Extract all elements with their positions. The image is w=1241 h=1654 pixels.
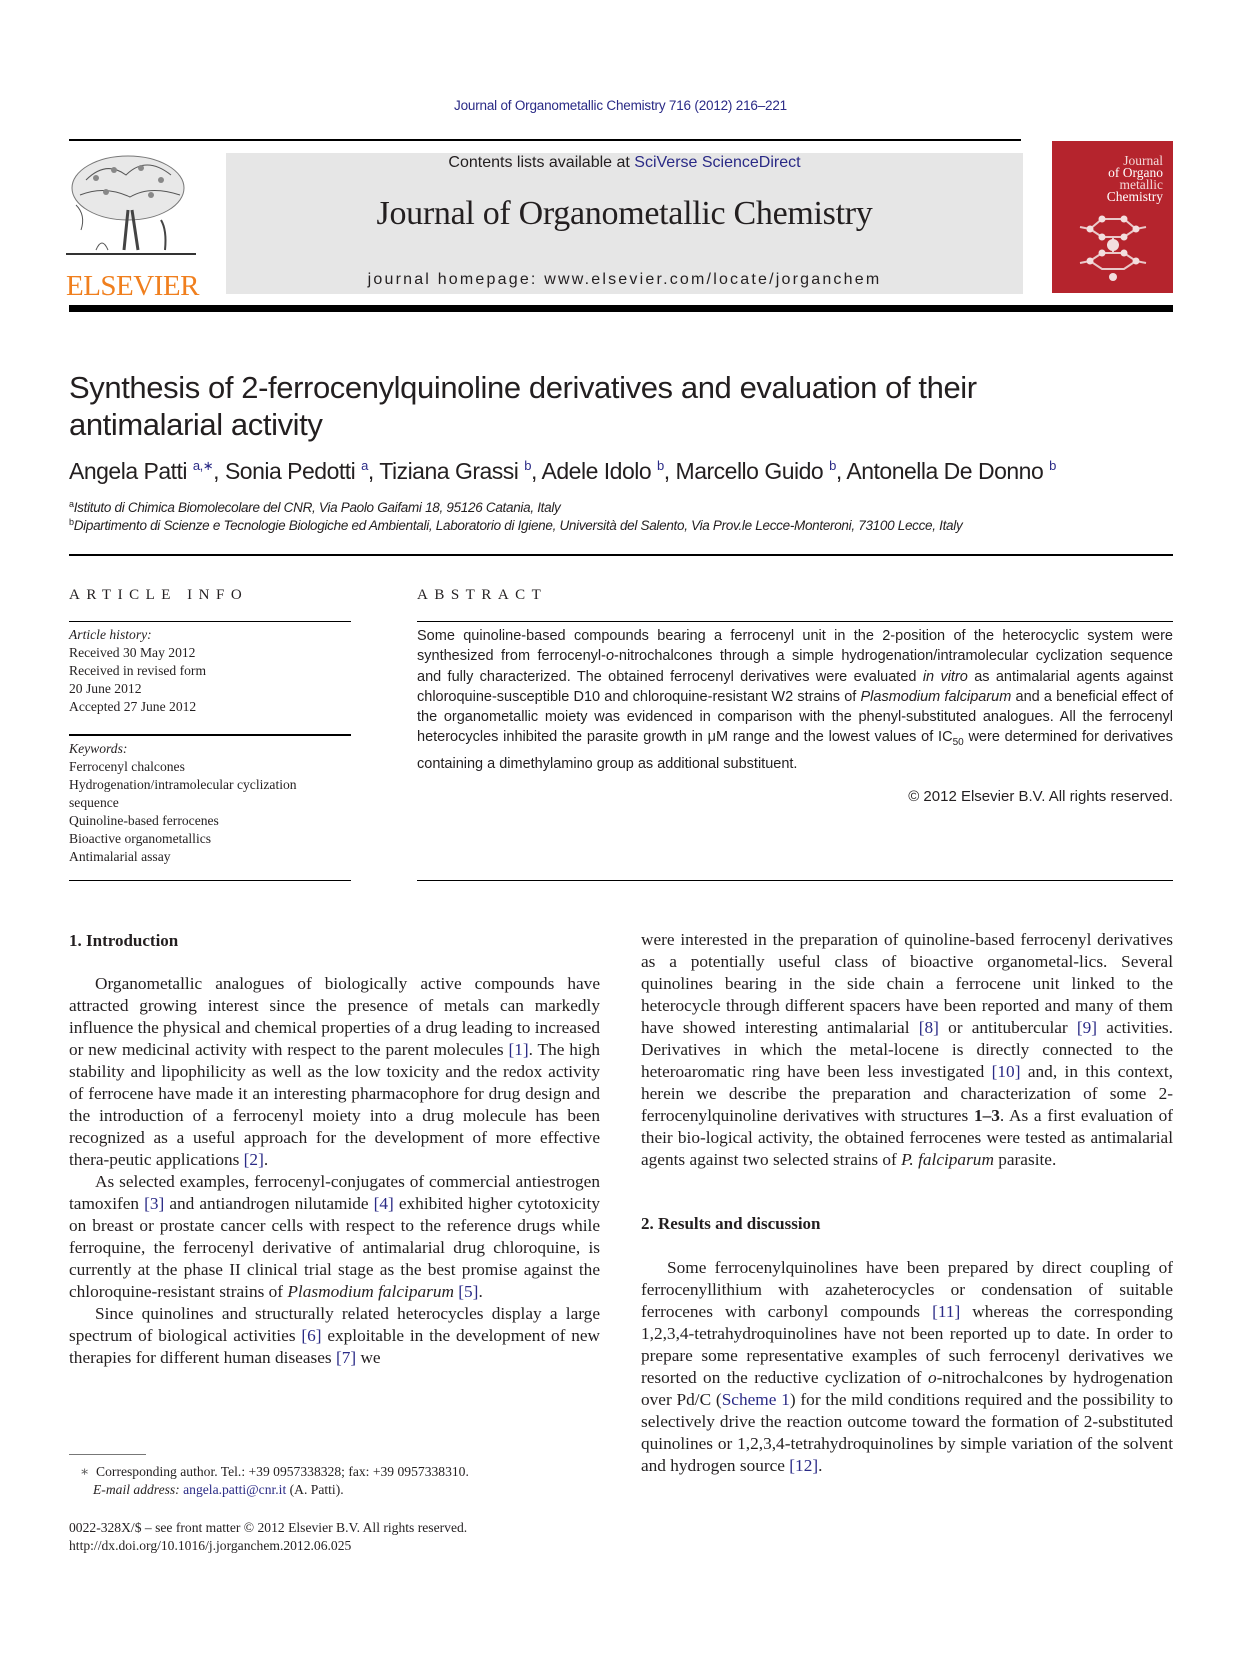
affiliation-mark[interactable]: b (524, 458, 532, 473)
affiliation-mark[interactable]: a,∗ (192, 458, 214, 473)
tree-icon (66, 150, 196, 265)
divider (69, 621, 351, 622)
author-name: Antonella De Donno (846, 458, 1044, 484)
cover-title-line: of Organo (1108, 165, 1163, 180)
doi-link[interactable]: http://dx.doi.org/10.1016/j.jorganchem.2012.06.025 (69, 1538, 352, 1553)
citation-link[interactable]: [7] (335, 1348, 357, 1367)
citation-link[interactable]: [4] (373, 1194, 394, 1213)
affiliation-text: Dipartimento di Scienze e Tecnologie Biologiche ed Ambientali, Laboratorio di Igiene, Università del Salento, Via Prov.le Lecce-Monteroni, 73100 Lecce, Italy (73, 518, 963, 533)
keyword: Ferrocenyl chalcones (69, 759, 185, 774)
contents-prefix: Contents lists available at (448, 154, 635, 171)
author[interactable] (846, 458, 1056, 484)
citation-link[interactable]: [9] (1076, 1018, 1098, 1037)
citation-link[interactable]: [11] (932, 1302, 961, 1321)
divider (69, 880, 351, 881)
footnote-rule (69, 1454, 146, 1455)
email-link[interactable]: angela.patti@cnr.it (183, 1482, 287, 1497)
author[interactable] (69, 458, 213, 484)
history-item: Received 30 May 2012 (69, 645, 196, 660)
citation-link[interactable]: [2] (243, 1150, 264, 1169)
email-label: E-mail address: (93, 1482, 184, 1497)
results-column (641, 1257, 1173, 1477)
affiliation-a (69, 500, 560, 515)
corresponding-author-footnote (80, 1463, 469, 1499)
author[interactable] (676, 458, 836, 484)
author-name: Adele Idolo (541, 458, 652, 484)
article-info-heading: ARTICLE INFO (69, 587, 249, 603)
keyword: sequence (69, 795, 119, 810)
scheme-link[interactable]: Scheme 1 (721, 1390, 790, 1409)
citation-link[interactable]: [10] (991, 1062, 1021, 1081)
affiliation-mark[interactable]: b (1049, 458, 1056, 473)
left-column (69, 973, 600, 1369)
abstract-heading: ABSTRACT (417, 587, 548, 603)
paragraph: Some ferrocenylquinolines have been prepared by direct coupling of ferrocenyllithium with azaheterocycles or condensation of suitable ferrocenes with carbonyl compounds [11] whereas the corresponding 1,2,3,4-tetrahydroquinolines have not been reported up to date. In order to prepare some representative examples of such ferrocenyl derivatives we resorted on the reductive cyclization of o-nitrochalcones by hydrogenation over Pd/C (Scheme 1) for the mild conditions required and the possibility to selectively drive the reaction outcome toward the formation of 2-substituted quinolines or 1,2,3,4-tetrahydroquinolines by simple variation of the solvent and hydrogen source [12]. (641, 1258, 1174, 1475)
history-item: Accepted 27 June 2012 (69, 699, 197, 714)
journal-banner (226, 153, 1023, 294)
email-suffix: (A. Patti). (286, 1482, 344, 1497)
running-head[interactable]: Journal of Organometallic Chemistry 716 (2012) 216–221 (454, 98, 787, 113)
footnote-mark: ∗ (80, 1464, 90, 1479)
author-name: Angela Patti (69, 458, 188, 484)
section-heading-introduction: 1. Introduction (69, 931, 179, 950)
elsevier-logo[interactable] (66, 150, 199, 302)
section-rule (69, 554, 1173, 556)
paragraph: Organometallic analogues of biologically active compounds have attracted growing interest since the presence of metals can markedly influence the physical and chemical properties of a drug leading to increased or new medicinal activity with respect to the parent molecules [1]. The high stability and lipophilicity as well as the low toxicity and the redox activity of ferrocene have made it an interesting pharmacophore for drug design and the introduction of a ferrocenyl moiety into a drug molecule has been recognized as a useful approach for the development of more effective thera-peutic applications [2]. (69, 974, 600, 1169)
keywords-label: Keywords: (69, 741, 128, 756)
ferrocene-molecule-icon (1072, 207, 1154, 287)
paragraph: Since quinolines and structurally related heterocycles display a large spectrum of biological activities [6] exploitable in the development of new therapies for different human diseases [7] we (69, 1304, 601, 1367)
cover-title (1107, 155, 1163, 203)
header-thick-rule (69, 305, 1173, 312)
section-heading-results: 2. Results and discussion (641, 1214, 821, 1233)
article-history (69, 626, 206, 716)
journal-homepage[interactable]: journal homepage: www.elsevier.com/locate/jorganchem (367, 271, 882, 288)
affiliation-mark: a (69, 499, 74, 509)
citation-link[interactable]: [12] (789, 1456, 819, 1475)
front-matter: 0022-328X/$ – see front matter © 2012 Elsevier B.V. All rights reserved. (69, 1520, 468, 1535)
citation-link[interactable]: [6] (301, 1326, 322, 1345)
paragraph: were interested in the preparation of quinoline-based ferrocenyl derivatives as a potentially useful class of bioactive organometal-lics. Several quinolines bearing in the side chain a ferrocene unit linked to the heterocycle through different spacers have been reported and many of them have showed interesting antimalarial [8] or antitubercular [9] activities. Derivatives in which the metal-locene is directly connected to the heteroaromatic ring have been less investigated [10] and, in this context, herein we describe the preparation and characterization of some 2-ferrocenylquinoline derivatives with structures 1–3. As a first evaluation of their bio-logical activity, the obtained ferrocenes were tested as antimalarial agents against two selected strains of P. falciparum parasite. (641, 930, 1174, 1169)
cover-title-line: metallic (1119, 177, 1163, 192)
author[interactable] (225, 458, 368, 484)
author-name: Tiziana Grassi (379, 458, 519, 484)
citation-link[interactable]: [3] (144, 1194, 165, 1213)
citation-link[interactable]: [1] (508, 1040, 529, 1059)
author-list: Angela Patti $^{a,∗}$, Sonia Pedotti $^a$, Tiziana Grassi $^b$, Adele Idolo $^b$, Marcello Guido $^b$, Antonella De Donno $^b$ (69, 458, 1056, 484)
keywords (69, 740, 297, 866)
author-name: Sonia Pedotti (224, 458, 356, 484)
article-title: Synthesis of 2-ferrocenylquinoline derivatives and evaluation of their antimalarial activity (69, 370, 977, 442)
keyword: Quinoline-based ferrocenes (69, 813, 219, 828)
paragraph: As selected examples, ferrocenyl-conjugates of commercial antiestrogen tamoxifen [3] and antiandrogen nilutamide [4] exhibited higher cytotoxicity on breast or prostate cancer cells with respect to the reference drugs while ferroquine, the ferrocenyl derivative of antimalarial drug chloroquine, is currently at the phase II clinical trial stage as the best promise against the chloroquine-resistant strains of Plasmodium falciparum [5]. (69, 1172, 601, 1301)
abstract-copyright: © 2012 Elsevier B.V. All rights reserved. (908, 788, 1173, 805)
cover-title-line: Journal (1123, 153, 1163, 168)
history-label: Article history: (69, 627, 152, 642)
divider (417, 621, 1173, 622)
affiliation-mark[interactable]: a (361, 458, 368, 473)
keyword: Hydrogenation/intramolecular cyclization (69, 777, 297, 792)
author-name: Marcello Guido (675, 458, 824, 484)
history-item: Received in revised form (69, 663, 207, 678)
keyword: Antimalarial assay (69, 849, 171, 864)
cover-title-line: Chemistry (1106, 189, 1163, 204)
affiliation-text: Istituto di Chimica Biomolecolare del CNR, Via Paolo Gaifami 18, 95126 Catania, Italy (73, 500, 561, 515)
header-rule (69, 139, 1021, 141)
author[interactable] (379, 458, 531, 484)
history-item: 20 June 2012 (69, 681, 142, 696)
corresponding-text: Corresponding author. Tel.: +39 0957338328; fax: +39 0957338310. (96, 1464, 469, 1479)
affiliation-mark[interactable]: b (829, 458, 836, 473)
affiliation-b (69, 518, 962, 533)
sciencedirect-link[interactable]: SciVerse ScienceDirect (634, 154, 801, 171)
affiliation-mark[interactable]: b (657, 458, 664, 473)
affiliation-mark: b (69, 517, 74, 527)
citation-link[interactable]: [8] (918, 1018, 939, 1037)
journal-cover-thumbnail[interactable] (1052, 141, 1173, 293)
keyword: Bioactive organometallics (69, 831, 212, 846)
divider (417, 880, 1173, 881)
citation-link[interactable]: [5] (458, 1282, 479, 1301)
journal-title: Journal of Organometallic Chemistry (376, 195, 873, 232)
author[interactable] (542, 458, 664, 484)
right-column (641, 929, 1173, 1171)
divider (69, 734, 351, 736)
elsevier-wordmark: ELSEVIER (66, 270, 199, 302)
abstract-body: Some quinoline-based compounds bearing a ferrocenyl unit in the 2-position of the heterocyclic system were synthesized from ferrocenyl-o-nitrochalcones through a simple hydrogenation/intramolecular cyclization sequence and fully characterized. The obtained ferrocenyl derivatives were evaluated in vitro as antimalarial agents against chloroquine-susceptible D10 and chloroquine-resistant W2 strains of Plasmodium falciparum and a beneficial effect of the organometallic moiety was evidenced in comparison with the phenyl-substituted analogues. All the ferrocenyl heterocycles inhibited the parasite growth in μM range and the lowest values of $IC_{50}$ were determined for derivatives containing a dimethylamino group as additional substituent. (417, 628, 1173, 772)
contents-line (226, 154, 1023, 172)
